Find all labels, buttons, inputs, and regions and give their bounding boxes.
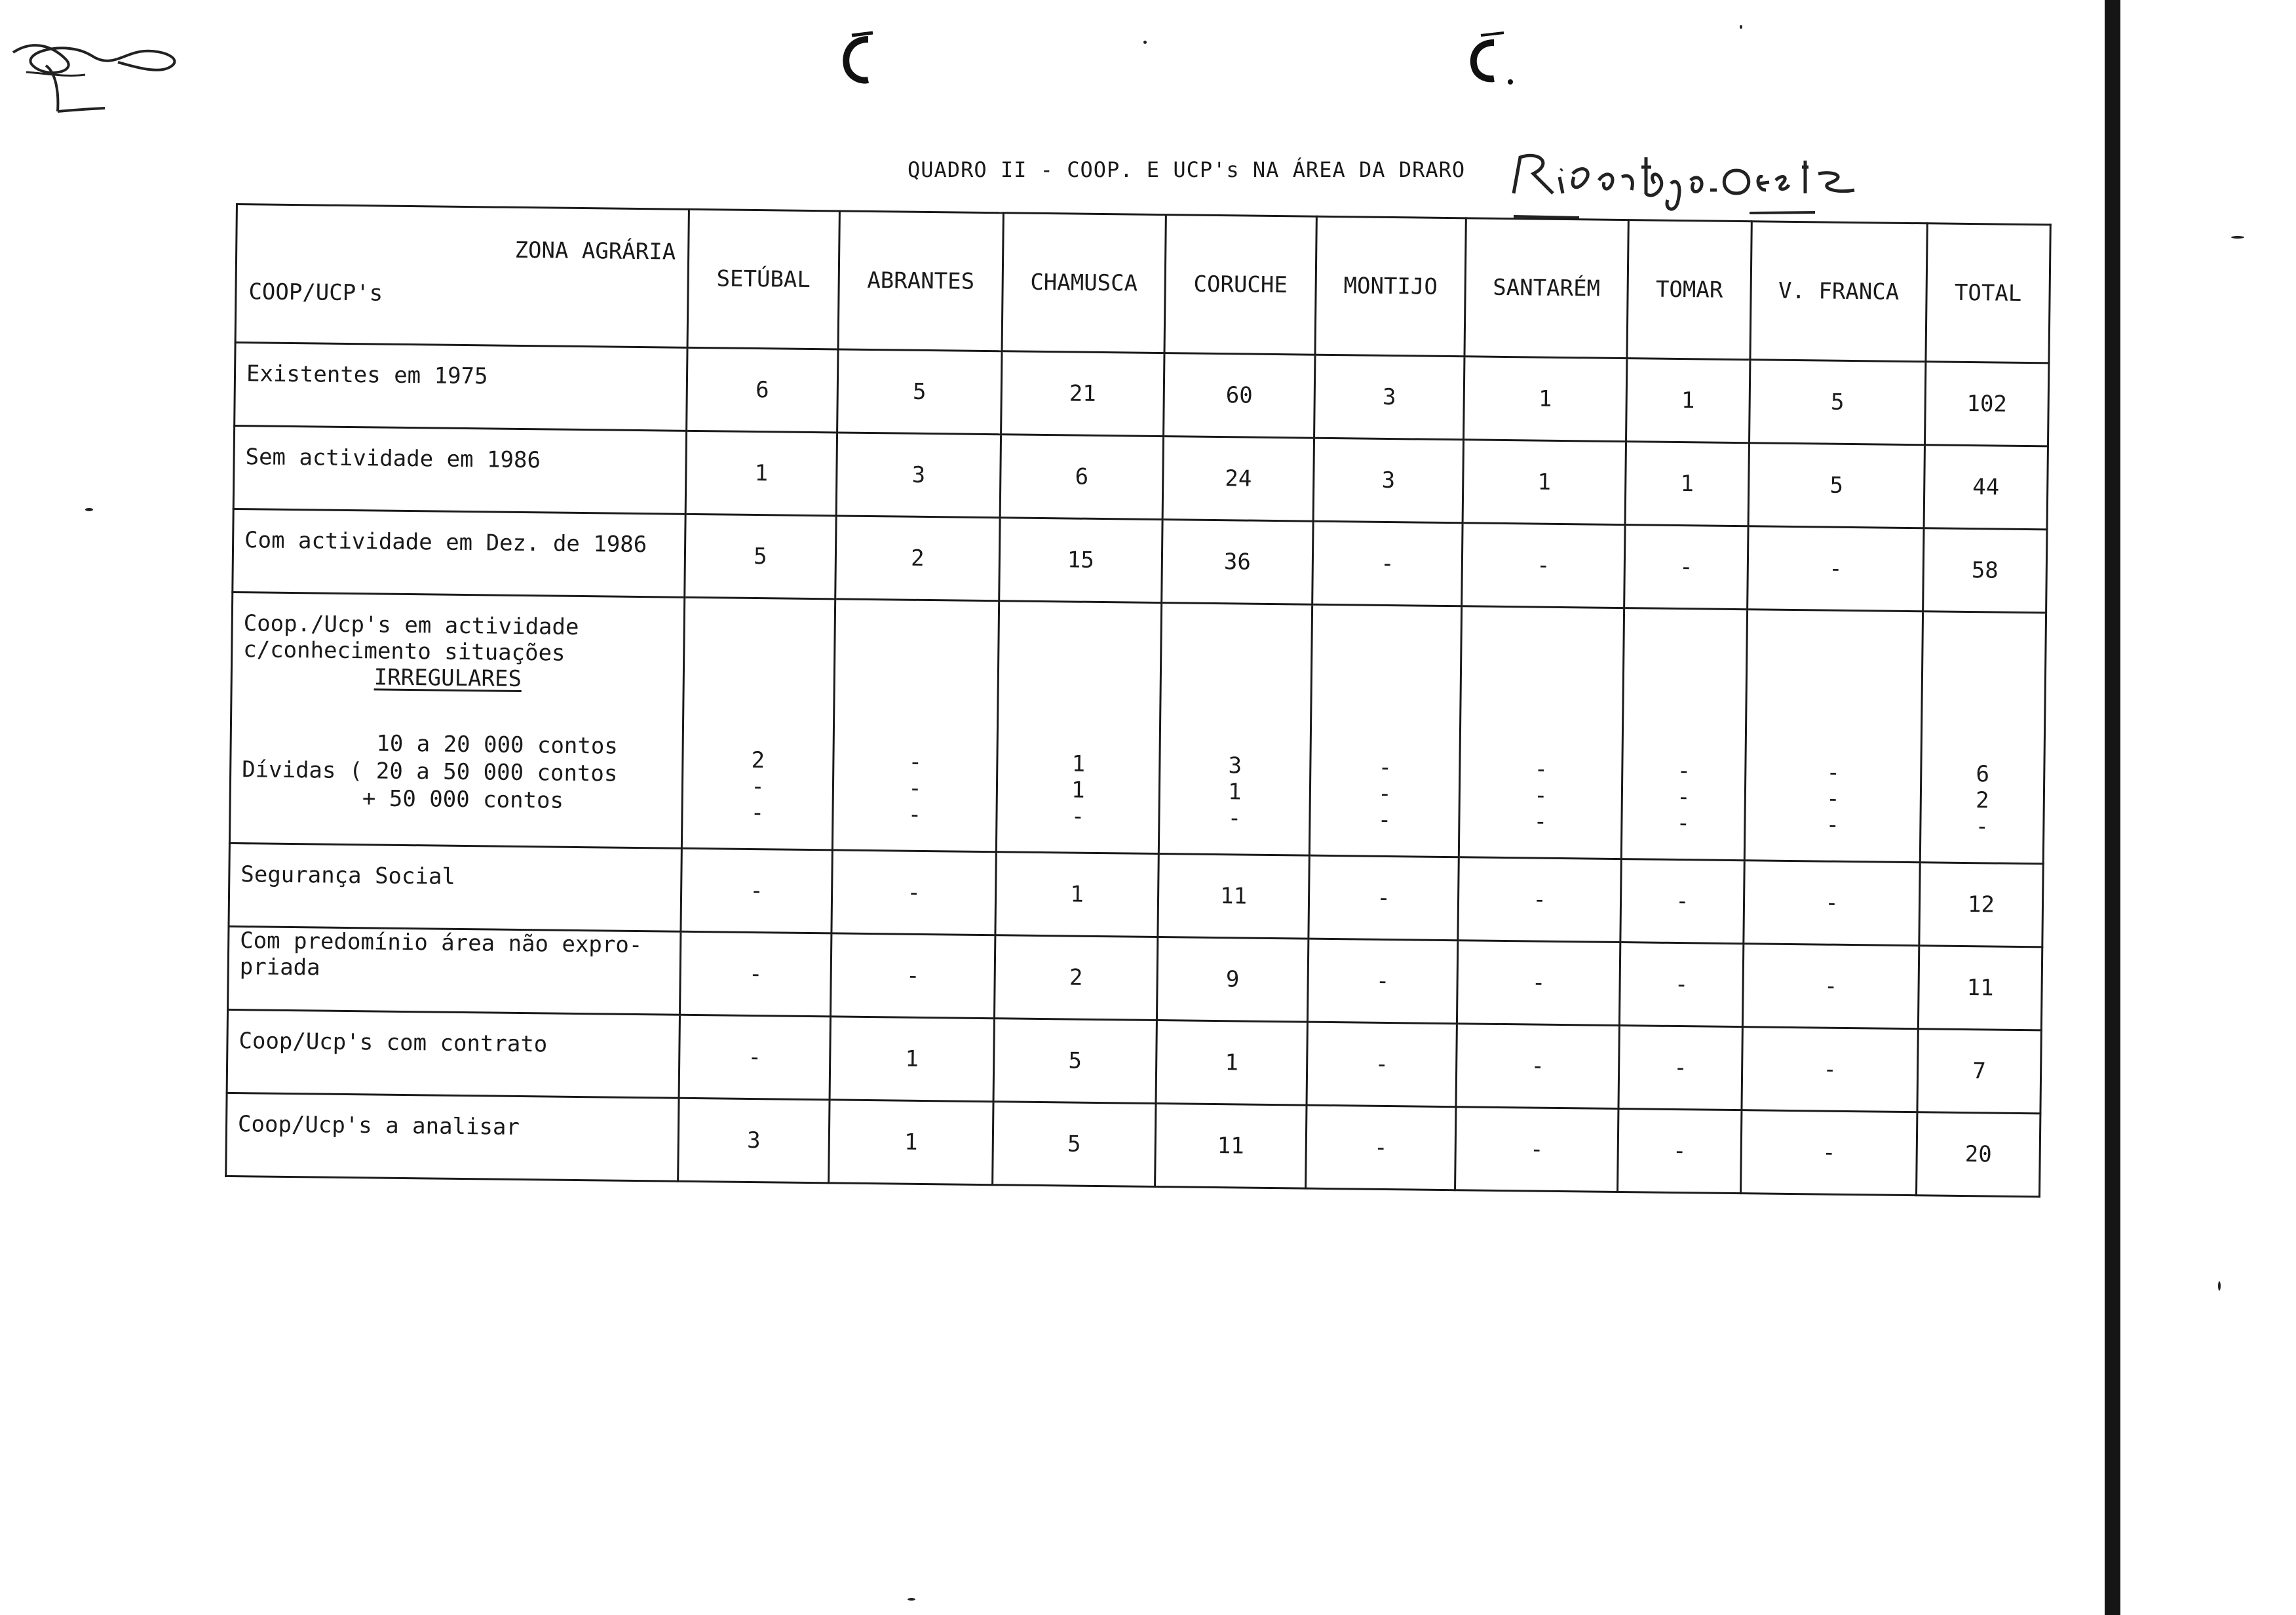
table-cell: 1 — [829, 1100, 993, 1185]
table-cell: - - - — [1309, 604, 1461, 857]
table-cell: 3 — [1314, 355, 1464, 440]
table-cell: 11 — [1918, 946, 2042, 1030]
scan-edge-bar — [2105, 0, 2120, 1615]
table-cell: 5 — [837, 349, 1002, 435]
punch-hole-mark-right — [1458, 26, 1537, 92]
table-cell: 2 - - — [681, 597, 835, 850]
scan-speck — [2218, 1281, 2221, 1291]
row-label: Com predomínio área não expro- priada — [228, 926, 681, 1015]
row-label: Com actividade em Dez. de 1986 — [233, 509, 685, 597]
table-cell: - — [1748, 526, 1924, 612]
col-header-total: TOTAL — [1926, 224, 2050, 363]
table-cell: 20 — [1916, 1112, 2040, 1197]
dividas-line: Dívidas ( 20 a 50 000 contos — [241, 756, 618, 787]
table-cell: 3 — [836, 433, 1001, 518]
table-cell: 1 — [1464, 357, 1627, 442]
table-cell: 24 — [1162, 437, 1314, 522]
table-cell: - — [1312, 521, 1463, 606]
row-label: Existentes em 1975 — [235, 343, 687, 431]
table-cell: 1 — [995, 852, 1158, 937]
table-cell: - — [1462, 523, 1625, 608]
header-row — [235, 204, 2050, 363]
table-cell: 1 — [1156, 1021, 1307, 1106]
table-cell: 11 — [1155, 1104, 1307, 1189]
quadro-table — [225, 203, 2052, 1197]
table-cell: 1 — [1463, 440, 1626, 525]
table-cell: - — [1741, 1110, 1917, 1196]
table-cell: - — [1624, 525, 1748, 610]
table-cell: 2 — [835, 516, 1000, 601]
dividas-line: 10 a 20 000 contos — [242, 729, 619, 760]
table-cell: - — [1307, 939, 1457, 1024]
table-cell: 1 — [685, 431, 837, 516]
table-cell: - — [1620, 859, 1744, 944]
table-cell: - — [1618, 1109, 1742, 1194]
col-header-montijo: MONTIJO — [1315, 216, 1466, 357]
col-header-setubal: SETÚBAL — [687, 209, 839, 349]
table-cell: 44 — [1924, 445, 2048, 530]
table-cell: - — [1742, 1027, 1918, 1112]
table-cell: - - - — [1459, 606, 1624, 859]
handwritten-region-name — [1501, 144, 1867, 223]
table-cell: - — [1307, 1022, 1457, 1107]
punch-hole-mark-left — [832, 26, 885, 92]
table-cell: 60 — [1164, 353, 1315, 438]
scan-speck — [85, 508, 93, 511]
table-cell: - — [1455, 1107, 1618, 1192]
table-cell: - — [1619, 943, 1743, 1027]
table-cell: 3 — [1313, 438, 1463, 523]
table-cell: 15 — [999, 518, 1162, 603]
row-label: Coop/Ucp's com contrato — [227, 1009, 679, 1098]
col-header-abrantes: ABRANTES — [838, 211, 1003, 351]
table-cell: 3 1 - — [1158, 603, 1312, 856]
row-label: Coop/Ucp's a analisar — [226, 1093, 679, 1181]
table-cell: 12 — [1919, 863, 2043, 947]
dividas-line: + 50 000 contos — [241, 784, 564, 814]
table-cell: - — [1309, 855, 1459, 941]
table-cell: 6 2 - — [1920, 612, 2046, 864]
table-cell: 1 — [1626, 359, 1750, 443]
row-label: Coop./Ucp's em actividade c/conhecimento situações IRREGULARES 10 a 20 000 contos Dívidas ( 20 a 50 000 contos + 50 000 contos — [229, 592, 684, 848]
table-cell: 1 1 - — [996, 601, 1161, 854]
row-label: Segurança Social — [229, 843, 681, 931]
table-cell: 5 — [685, 514, 836, 599]
table-cell: - - - — [1621, 608, 1747, 861]
table-cell: 2 — [994, 935, 1157, 1021]
table-cell: 1 — [830, 1017, 994, 1102]
table-cell: - — [832, 850, 996, 935]
irregulares-label: IRREGULARES — [373, 664, 522, 692]
col-header-tomar: TOMAR — [1627, 220, 1751, 360]
table-cell: 21 — [1001, 351, 1164, 437]
table-cell: - — [1457, 941, 1620, 1026]
scan-speck — [1143, 41, 1147, 44]
table-row-irregulares — [229, 592, 2046, 863]
zona-agraria-label: ZONA AGRÁRIA — [514, 237, 676, 265]
col-header-coruche: CORUCHE — [1164, 215, 1316, 355]
scan-speck — [908, 1598, 915, 1601]
table-cell: - — [1618, 1026, 1742, 1110]
table-cell: 7 — [1917, 1029, 2041, 1114]
table-cell: 9 — [1157, 937, 1308, 1022]
handwritten-initials-signature — [7, 26, 190, 125]
table-cell: - — [1458, 857, 1621, 943]
quadro-table-wrapper — [225, 203, 2052, 1197]
table-cell: 6 — [1000, 435, 1163, 520]
scan-speck — [2231, 236, 2244, 239]
table-cell: 1 — [1625, 442, 1749, 526]
table-cell: 36 — [1162, 520, 1313, 605]
page-title: QUADRO II - COOP. E UCP's NA ÁREA DA DRARO — [908, 157, 1466, 182]
col-header-santarem: SANTARÉM — [1464, 218, 1628, 359]
table-cell: - — [1744, 861, 1920, 946]
coop-ucp-label: COOP/UCP's — [248, 279, 383, 307]
table-cell: 5 — [1749, 360, 1925, 445]
table-cell: - — [1742, 944, 1919, 1029]
col-header-v-franca: V. FRANCA — [1750, 222, 1927, 362]
table-cell: - - - — [1744, 610, 1923, 863]
table-cell: 5 — [993, 1102, 1156, 1187]
table-cell: 102 — [1924, 362, 2048, 446]
corner-cell — [235, 204, 689, 348]
table-cell: - — [830, 933, 995, 1019]
table-cell: 3 — [678, 1098, 830, 1183]
table-cell: 11 — [1158, 854, 1309, 939]
table-cell: 6 — [687, 347, 838, 433]
table-cell: 5 — [993, 1019, 1157, 1104]
table-cell: - — [681, 848, 832, 933]
table-cell: - - - — [832, 599, 999, 852]
table-cell: - — [679, 1015, 830, 1100]
table-cell: - — [679, 931, 831, 1017]
scan-speck — [1740, 25, 1742, 29]
table-cell: - — [1456, 1024, 1619, 1109]
row-label: Sem actividade em 1986 — [233, 425, 686, 514]
table-cell: 58 — [1923, 528, 2047, 613]
table-cell: - — [1306, 1105, 1456, 1190]
col-header-chamusca: CHAMUSCA — [1002, 213, 1166, 353]
table-cell: 5 — [1748, 443, 1924, 528]
